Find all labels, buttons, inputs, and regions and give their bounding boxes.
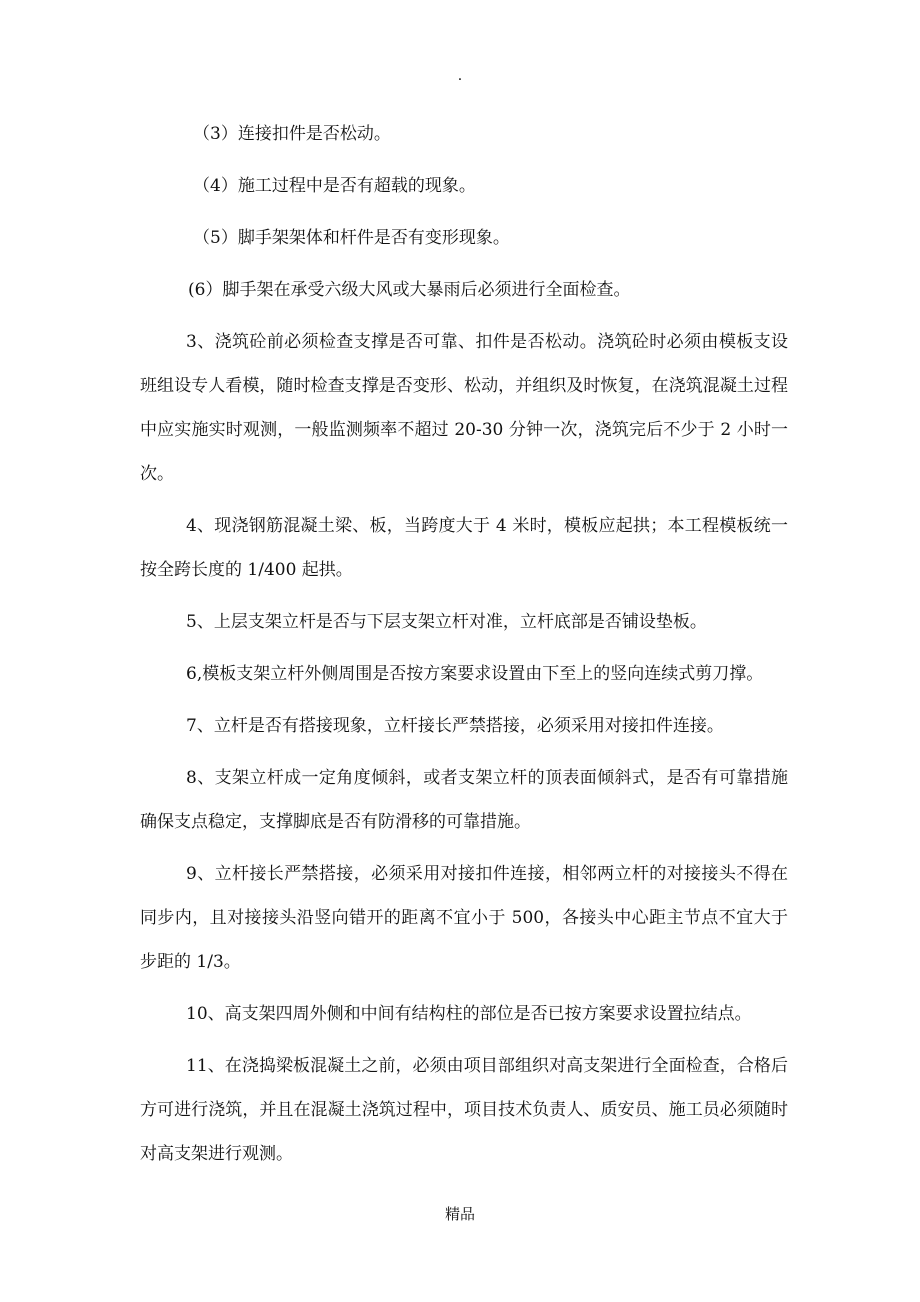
requirement-11: 11、在浇捣梁板混凝土之前，必须由项目部组织对高支架进行全面检查，合格后方可进行浇筑，并且在混凝土浇筑过程中，项目技术负责人、质安员、施工员必须随时对高支架进行观测。	[140, 1056, 788, 1164]
requirement-3: 3、浇筑砼前必须检查支撑是否可靠、扣件是否松动。浇筑砼时必须由模板支设班组设专人看模，随时检查支撑是否变形、松动，并组织及时恢复，在浇筑混凝土过程中应实施实时观测，一般监测频率不超过 20-30 分钟一次，浇筑完后不少于 2 小时一次。	[140, 332, 788, 484]
check-item-4: （4）施工过程中是否有超载的现象。	[193, 176, 476, 196]
requirement-6: 6,模板支架立杆外侧周围是否按方案要求设置由下至上的竖向连续式剪刀撑。	[186, 664, 764, 684]
check-item-3: （3）连接扣件是否松动。	[193, 124, 391, 144]
requirement-5: 5、上层支架立杆是否与下层支架立杆对准，立杆底部是否铺设垫板。	[186, 612, 707, 632]
requirement-7: 7、立杆是否有搭接现象，立杆接长严禁搭接，必须采用对接扣件连接。	[186, 716, 724, 736]
requirement-4: 4、现浇钢筋混凝土梁、板，当跨度大于 4 米时，模板应起拱；本工程模板统一按全跨长度的 1/400 起拱。	[140, 516, 788, 580]
footer-label: 精品	[444, 1205, 475, 1223]
document-body	[140, 112, 788, 1184]
check-item-5: （5）脚手架架体和杆件是否有变形现象。	[193, 228, 510, 248]
requirement-9: 9、立杆接长严禁搭接，必须采用对接扣件连接，相邻两立杆的对接接头不得在同步内，且对接接头沿竖向错开的距离不宜小于 500，各接头中心距主节点不宜大于步距的 1/3。	[140, 864, 788, 972]
requirement-8: 8、支架立杆成一定角度倾斜，或者支架立杆的顶表面倾斜式，是否有可靠措施确保支点稳定，支撑脚底是否有防滑移的可靠措施。	[140, 768, 788, 832]
requirement-10: 10、高支架四周外侧和中间有结构柱的部位是否已按方案要求设置拉结点。	[186, 1004, 752, 1024]
header-mark: .	[457, 68, 463, 84]
check-item-6: (6）脚手架在承受六级大风或大暴雨后必须进行全面检查。	[188, 280, 631, 300]
